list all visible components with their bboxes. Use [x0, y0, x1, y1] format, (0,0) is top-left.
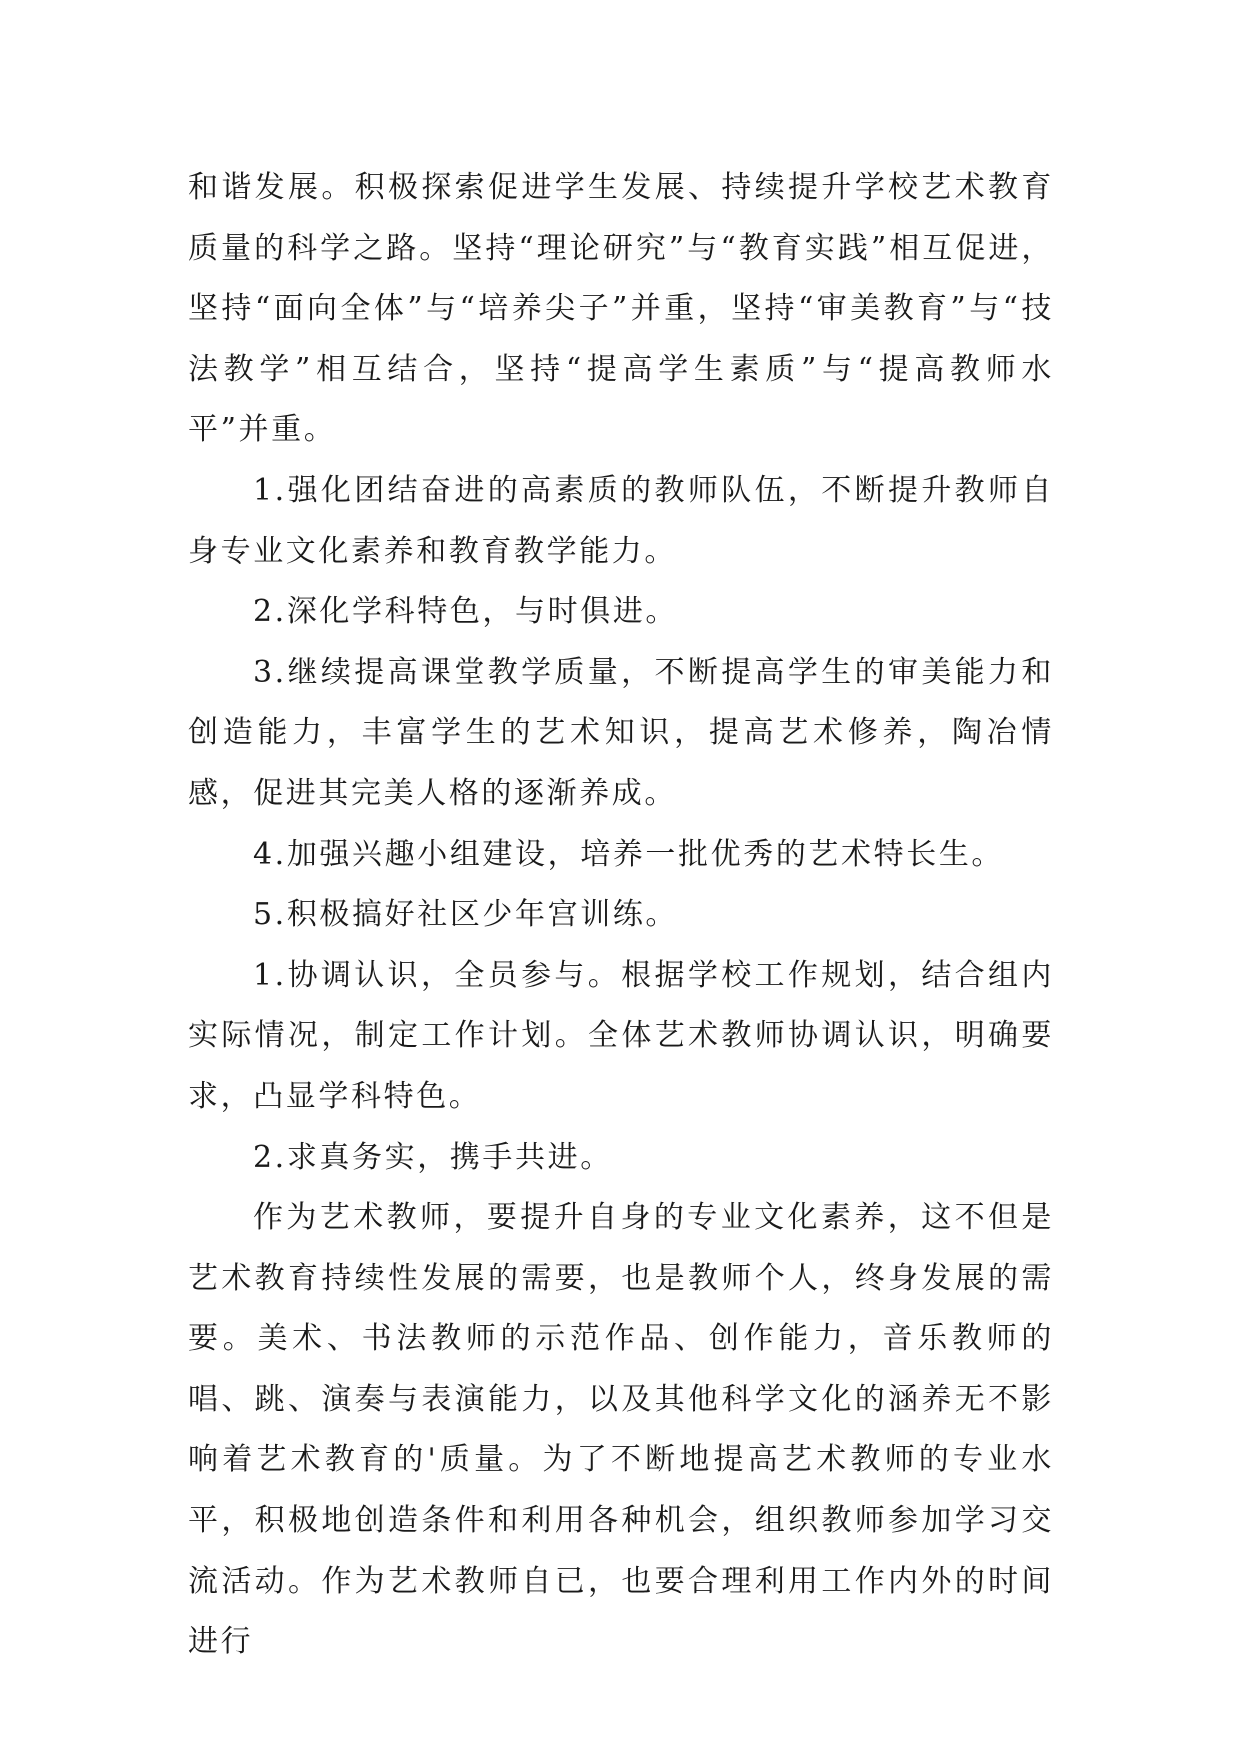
paragraph-measure-2: 2.求真务实，携手共进。 — [253, 1139, 613, 1175]
paragraph-goal-2: 2.深化学科特色，与时俱进。 — [253, 594, 679, 630]
document-body — [188, 158, 1054, 1673]
paragraph-measure-1: 1.协调认识，全员参与。根据学校工作规划，结合组内实际情况，制定工作计划。全体艺术教师协调认识，明确要求，凸显学科特色。 — [188, 957, 1054, 1114]
paragraph-body: 作为艺术教师，要提升自身的专业文化素养，这不但是艺术教育持续性发展的需要，也是教师个人，终身发展的需要。美术、书法教师的示范作品、创作能力，音乐教师的唱、跳、演奏与表演能力，以及其他科学文化的涵养无不影响着艺术教育的'质量。为了不断地提高艺术教师的专业水平，积极地创造条件和利用各种机会，组织教师参加学习交流活动。作为艺术教师自已，也要合理利用工作内外的时间进行 — [188, 1200, 1054, 1660]
paragraph-goal-3: 3.继续提高课堂教学质量，不断提高学生的审美能力和创造能力，丰富学生的艺术知识，提高艺术修养，陶冶情感，促进其完美人格的逐渐养成。 — [188, 654, 1054, 811]
paragraph-goal-1: 1.强化团结奋进的高素质的教师队伍，不断提升教师自身专业文化素养和教育教学能力。 — [188, 472, 1054, 569]
paragraph-goal-5: 5.积极搞好社区少年宫训练。 — [253, 897, 679, 933]
paragraph-goal-4: 4.加强兴趣小组建设，培养一批优秀的艺术特长生。 — [253, 836, 1005, 872]
paragraph-intro: 和谐发展。积极探索促进学生发展、持续提升学校艺术教育质量的科学之路。坚持“理论研究”与“教育实践”相互促进，坚持“面向全体”与“培养尖子”并重，坚持“审美教育”与“技法教学”相互结合，坚持“提高学生素质”与“提高教师水平”并重。 — [188, 170, 1054, 448]
